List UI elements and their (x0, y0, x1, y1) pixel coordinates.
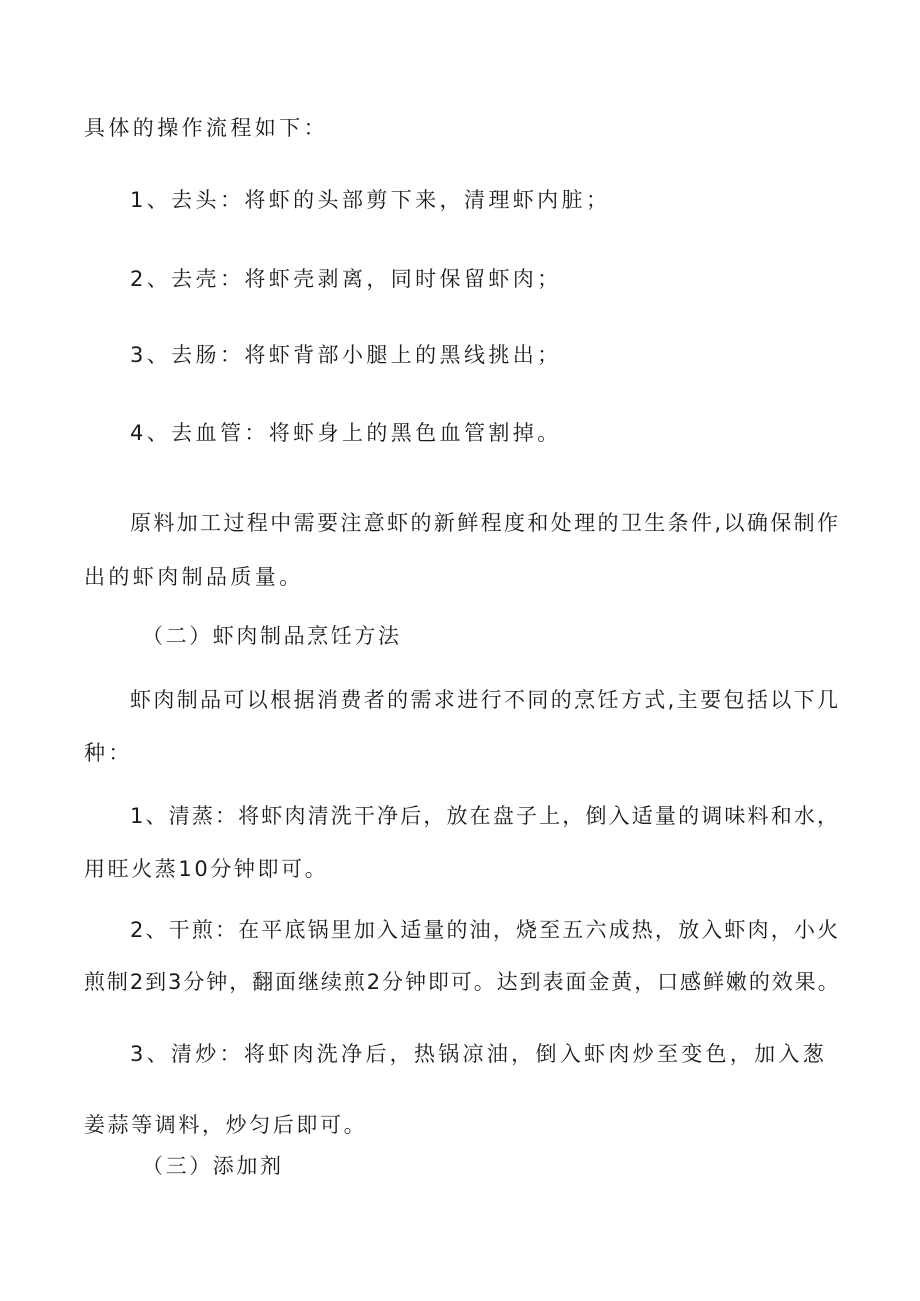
raw-step-4: 4、去血管：将虾身上的黑色血管割掉。 (130, 421, 562, 445)
stir-fry-method-line-1: 3、清炒：将虾肉洗净后，热锅凉油，倒入虾肉炒至变色，加入葱 (130, 1042, 828, 1066)
raw-step-2: 2、去壳：将虾壳剥离，同时保留虾肉； (130, 267, 562, 291)
raw-step-1: 1、去头：将虾的头部剪下来，清理虾内脏； (130, 188, 611, 212)
pan-fry-method-line-1: 2、干煎：在平底锅里加入适量的油，烧至五六成热，放入虾肉，小火 (130, 918, 838, 942)
intro-text: 具体的操作流程如下： (84, 116, 328, 140)
pan-fry-method-line-2: 煎制2到3分钟，翻面继续煎2分钟即可。达到表面金黄，口感鲜嫩的效果。 (84, 970, 838, 994)
steam-method-line-2: 用旺火蒸10分钟即可。 (84, 857, 329, 881)
steam-method-line-1: 1、清蒸：将虾肉清洗干净后，放在盘子上，倒入适量的调味料和水， (130, 804, 838, 828)
cooking-intro-line-1: 虾肉制品可以根据消费者的需求进行不同的烹饪方式,主要包括以下几 (130, 688, 838, 712)
raw-note-line-2: 出的虾肉制品质量。 (84, 565, 304, 589)
stir-fry-method-line-2: 姜蒜等调料，炒匀后即可。 (84, 1113, 368, 1137)
raw-note-line-1: 原料加工过程中需要注意虾的新鲜程度和处理的卫生条件,以确保制作 (130, 511, 838, 535)
raw-step-3: 3、去肠：将虾背部小腿上的黑线挑出； (130, 343, 562, 367)
section-3-heading: （三）添加剂 (142, 1154, 284, 1178)
section-2-heading: （二）虾肉制品烹饪方法 (142, 624, 402, 648)
cooking-intro-line-2: 种： (84, 741, 133, 765)
